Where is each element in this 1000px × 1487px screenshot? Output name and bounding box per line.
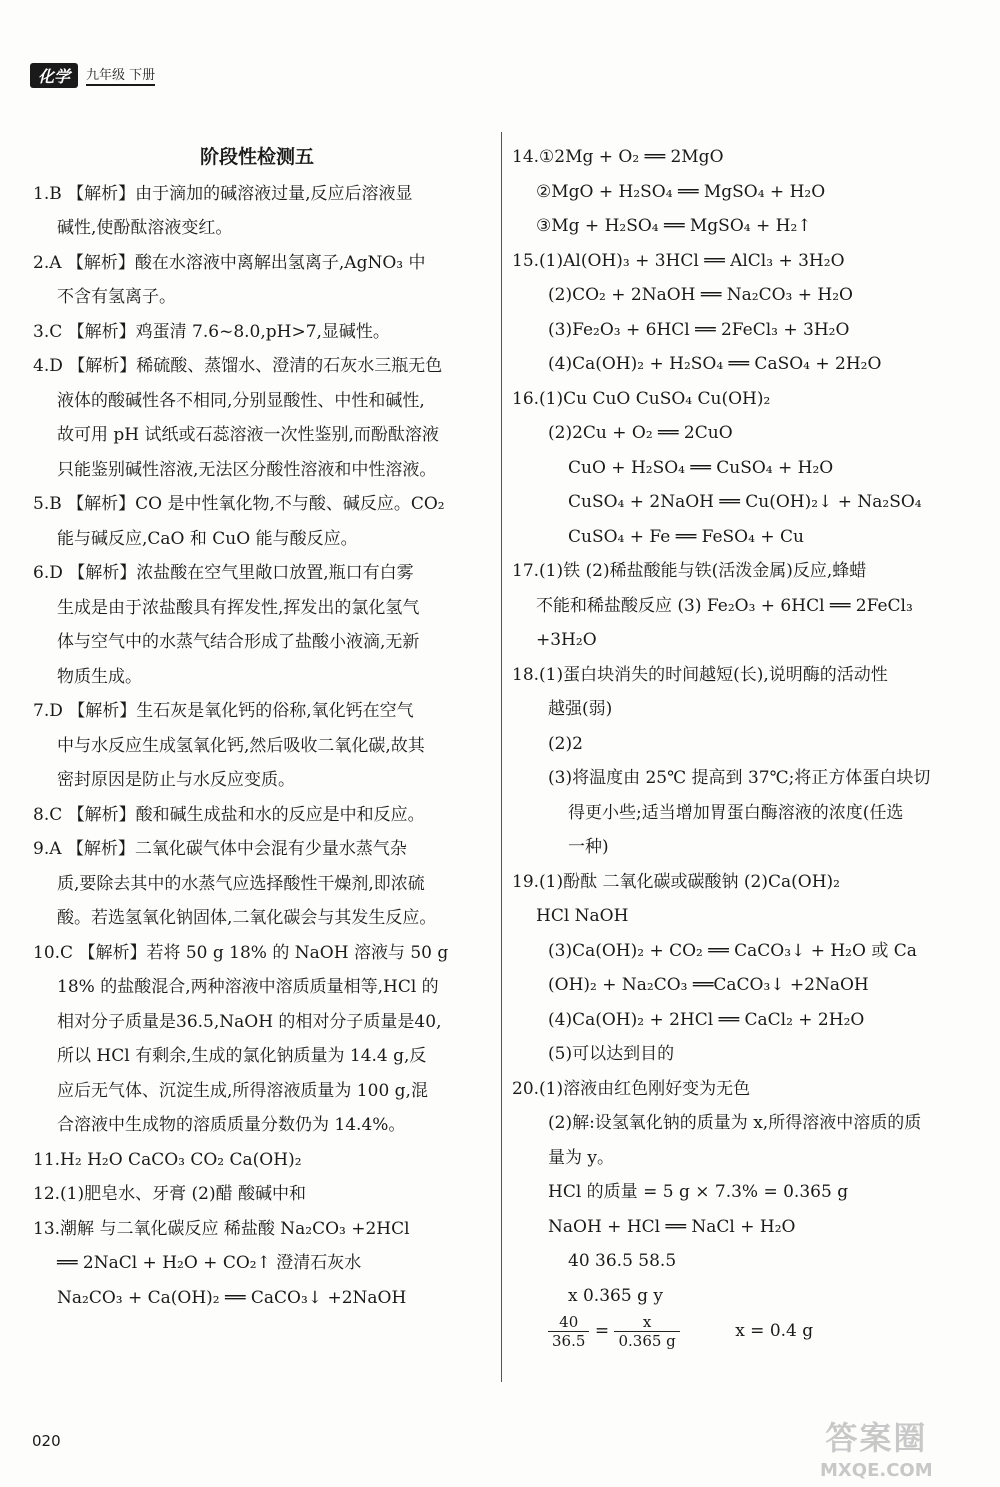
- answer-line: 2.A 【解析】酸在水溶液中离解出氢离子,AgNO₃ 中: [33, 252, 426, 273]
- answer-line: ②MgO + H₂SO₄ ══ MgSO₄ + H₂O: [536, 181, 826, 202]
- answer-line: 1.B 【解析】由于滴加的碱溶液过量,反应后溶液显: [33, 183, 413, 204]
- answer-line: 10.C 【解析】若将 50 g 18% 的 NaOH 溶液与 50 g: [33, 942, 449, 963]
- answer-line: 得更小些;适当增加胃蛋白酶溶液的浓度(任选: [568, 802, 904, 823]
- answer-line: 所以 HCl 有剩余,生成的氯化钠质量为 14.4 g,反: [57, 1046, 427, 1066]
- answer-line: 8.C 【解析】酸和碱生成盐和水的反应是中和反应。: [33, 804, 425, 825]
- answer-line: 越强(弱): [548, 699, 613, 719]
- answer-line: 液体的酸碱性各不相同,分别显酸性、中性和碱性,: [57, 390, 425, 411]
- answer-line: 14.①2Mg + O₂ ══ 2MgO: [512, 147, 724, 167]
- answer-line: 40 36.5 58.5: [568, 1251, 677, 1271]
- answer-line: 酸。若选氢氧化钠固体,二氧化碳会与其发生反应。: [57, 908, 437, 928]
- answer-line: 6.D 【解析】浓盐酸在空气里敞口放置,瓶口有白雾: [33, 563, 414, 583]
- column-divider: [501, 132, 502, 1382]
- fraction-right: $\frac{x}{0.365 g}$: [614, 1313, 679, 1350]
- answer-line: 4.D 【解析】稀硫酸、蒸馏水、澄清的石灰水三瓶无色: [33, 356, 443, 376]
- answer-line: 只能鉴别碱性溶液,无法区分酸性溶液和中性溶液。: [57, 459, 437, 480]
- answer-line: (5)可以达到目的: [548, 1044, 675, 1064]
- answer-line: (3)Ca(OH)₂ + CO₂ ══ CaCO₃↓ + H₂O 或 Ca: [548, 940, 917, 961]
- right-column: [512, 140, 962, 1350]
- answer-line: HCl NaOH: [536, 906, 629, 926]
- answer-line: 15.(1)Al(OH)₃ + 3HCl ══ AlCl₃ + 3H₂O: [512, 250, 845, 271]
- answer-line: 故可用 pH 试纸或石蕊溶液一次性鉴别,而酚酞溶液: [57, 425, 439, 445]
- page-header: [30, 64, 155, 86]
- section-title: 阶段性检测五: [199, 146, 314, 168]
- fraction-result: x = 0.4 g: [735, 1321, 814, 1341]
- answer-line: 应后无气体、沉淀生成,所得溶液质量为 100 g,混: [57, 1080, 428, 1101]
- answer-line: 体与空气中的水蒸气结合形成了盐酸小液滴,无新: [57, 632, 420, 652]
- answer-line: +3H₂O: [536, 630, 597, 650]
- answer-line: 5.B 【解析】CO 是中性氧化物,不与酸、碱反应。CO₂: [33, 494, 445, 514]
- answer-line: 18.(1)蛋白块消失的时间越短(长),说明酶的活动性: [512, 664, 888, 685]
- answer-line: 17.(1)铁 (2)稀盐酸能与铁(活泼金属)反应,蜂蜡: [512, 561, 867, 581]
- answer-line: CuSO₄ + 2NaOH ══ Cu(OH)₂↓ + Na₂SO₄: [568, 492, 922, 512]
- answer-line: CuO + H₂SO₄ ══ CuSO₄ + H₂O: [568, 457, 834, 478]
- right-answer-list: [512, 140, 962, 1313]
- answer-line: (OH)₂ + Na₂CO₃ ══CaCO₃↓ +2NaOH: [548, 975, 869, 995]
- answer-line: 不含有氢离子。: [57, 287, 176, 307]
- answer-line: ③Mg + H₂SO₄ ══ MgSO₄ + H₂↑: [536, 216, 812, 236]
- answer-line: (4)Ca(OH)₂ + H₂SO₄ ══ CaSO₄ + 2H₂O: [548, 354, 882, 374]
- answer-line: 9.A 【解析】二氧化碳气体中会混有少量水蒸气杂: [33, 839, 407, 859]
- left-column: [33, 140, 481, 1315]
- answer-line: 密封原因是防止与水反应变质。: [57, 770, 295, 790]
- answer-line: 18% 的盐酸混合,两种溶液中溶质质量相等,HCl 的: [57, 977, 439, 997]
- answer-line: (2)2: [548, 733, 583, 754]
- answer-line: 质,要除去其中的水蒸气应选择酸性干燥剂,即浓硫: [57, 873, 425, 894]
- answer-line: 3.C 【解析】鸡蛋清 7.6~8.0,pH>7,显碱性。: [33, 321, 390, 342]
- answer-line: 合溶液中生成物的溶质质量分数仍为 14.4%。: [57, 1115, 406, 1135]
- answer-line: x 0.365 g y: [568, 1285, 663, 1306]
- left-answer-list: [33, 177, 481, 1316]
- answer-line: 20.(1)溶液由红色刚好变为无色: [512, 1078, 751, 1099]
- answer-line: 12.(1)肥皂水、牙膏 (2)醋 酸碱中和: [33, 1184, 307, 1204]
- answer-line: 能与碱反应,CaO 和 CuO 能与酸反应。: [57, 528, 358, 549]
- subject-badge: 化学: [30, 63, 78, 88]
- answer-line: 一种): [568, 837, 609, 857]
- answer-line: (4)Ca(OH)₂ + 2HCl ══ CaCl₂ + 2H₂O: [548, 1009, 865, 1030]
- answer-line: 7.D 【解析】生石灰是氧化钙的俗称,氧化钙在空气: [33, 701, 414, 721]
- answer-line: (2)2Cu + O₂ ══ 2CuO: [548, 423, 733, 443]
- answer-line: (2)解:设氢氧化钠的质量为 x,所得溶液中溶质的质: [548, 1113, 922, 1133]
- answer-line: ══ 2NaCl + H₂O + CO₂↑ 澄清石灰水: [57, 1253, 362, 1273]
- fraction-equation: $\frac{40}{36.5}$ = $\frac{x}{0.365 g}$ x = 0.4 g: [512, 1313, 962, 1350]
- answer-line: 13.潮解 与二氧化碳反应 稀盐酸 Na₂CO₃ +2HCl: [33, 1218, 410, 1239]
- answer-line: 量为 y。: [548, 1147, 615, 1168]
- answer-line: 16.(1)Cu CuO CuSO₄ Cu(OH)₂: [512, 388, 771, 409]
- answer-line: 11.H₂ H₂O CaCO₃ CO₂ Ca(OH)₂: [33, 1149, 302, 1170]
- answer-line: (2)CO₂ + 2NaOH ══ Na₂CO₃ + H₂O: [548, 285, 853, 305]
- grade-label: 九年级 下册: [86, 64, 155, 86]
- answer-line: HCl 的质量 = 5 g × 7.3% = 0.365 g: [548, 1182, 849, 1202]
- watermark: 答案圈 MXQE.COM: [820, 1419, 933, 1481]
- answer-line: 相对分子质量是36.5,NaOH 的相对分子质量是40,: [57, 1011, 442, 1032]
- answer-line: NaOH + HCl ══ NaCl + H₂O: [548, 1216, 796, 1237]
- answer-line: 生成是由于浓盐酸具有挥发性,挥发出的氯化氢气: [57, 597, 420, 618]
- answer-line: 物质生成。: [57, 666, 142, 687]
- fraction-left: $\frac{40}{36.5}$: [548, 1313, 589, 1350]
- answer-line: CuSO₄ + Fe ══ FeSO₄ + Cu: [568, 526, 804, 547]
- answer-line: 中与水反应生成氢氧化钙,然后吸收二氧化碳,故其: [57, 735, 425, 756]
- page-number: 020: [32, 1432, 61, 1450]
- answer-line: 不能和稀盐酸反应 (3) Fe₂O₃ + 6HCl ══ 2FeCl₃: [536, 595, 913, 616]
- answer-line: 碱性,使酚酞溶液变红。: [57, 218, 233, 238]
- answer-line: Na₂CO₃ + Ca(OH)₂ ══ CaCO₃↓ +2NaOH: [57, 1287, 407, 1308]
- answer-line: (3)将温度由 25℃ 提高到 37℃;将正方体蛋白块切: [548, 768, 931, 788]
- answer-line: 19.(1)酚酞 二氧化碳或碳酸钠 (2)Ca(OH)₂: [512, 871, 840, 892]
- answer-line: (3)Fe₂O₃ + 6HCl ══ 2FeCl₃ + 3H₂O: [548, 319, 850, 340]
